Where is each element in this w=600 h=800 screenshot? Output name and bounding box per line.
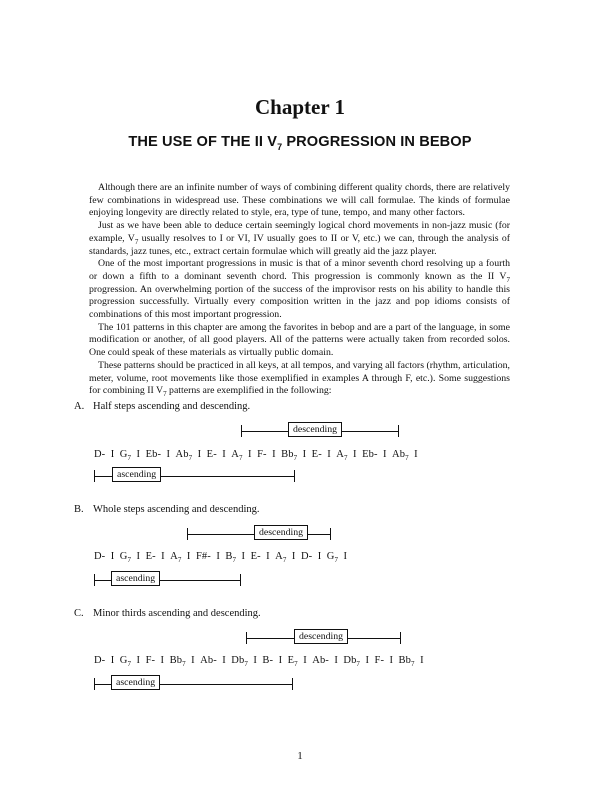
range-label: descending [288,422,342,437]
chord-text: I F- I Bb [360,655,412,666]
subtitle-main: THE USE OF THE II V [128,134,278,150]
chord-text: I F- I Bb [242,449,294,460]
example-b-heading [74,504,260,515]
chord-subscript: 7 [405,454,409,463]
subtitle-subscript: 7 [277,141,283,152]
chord-subscript: 7 [182,660,186,669]
chord-subscript: 7 [356,660,361,669]
chord-text: I Ab- I Db [185,655,245,666]
example-c-descending-bracket [246,632,401,644]
paragraph-5: These patterns should be practiced in all keys, at all tempos, and varying all factors (rhythm, articulation, meter, volume, root movements like those exemplified in examples A through F, etc.). Some suggestions for combining II $V_7$ patterns are exemplified in the following: [89,359,510,399]
chord-subscript: 7 [343,454,348,463]
paragraph-2: Just as we have been able to deduce certain seemingly logical chord movements in non-jazz music (for example, $V_7$ usually resolves to I or VI, IV usually goes to II or V, etc.) we can, through the analysis of standards, jazz tunes, etc., extract certain formulae which will greatly aid the jazz player. [89,220,510,257]
chord-text: I [408,449,418,460]
chord-text: I D- I G [286,551,335,562]
chord-text: D- I G [94,551,128,562]
chord-subscript: 7 [282,556,287,565]
range-label: ascending [111,571,160,586]
example-heading-text: Whole steps ascending and descending. [93,504,260,515]
example-b-chord-progression [94,551,347,564]
chord-text: I F- I Bb [131,655,183,666]
chord-text: I Ab- I Db [297,655,357,666]
paragraph-3: One of the most important progressions in music is that of a minor seventh chord resolving up a fourth or down a fifth to a dominant seventh chord. This progression is commonly known as the II $V_7$ progression. An overwhelming portion of the success of the improvisor rests on his ability to handle this progression successfully. Virtually every composition written in the jazz and pop idioms consists of combinations of this most important progression. [89,258,510,321]
chapter-subtitle [0,134,600,152]
paragraph-1: Although there are an infinite number of ways of combining different quality chords, there are relatively few combinations in widespread use. These combinations we will call formulae. The kinds of formulae enjoying longevity are directly related to style, era, type of tune, tempo, and many other factors. [89,182,510,219]
chord-subscript: 7 [127,660,132,669]
example-a-ascending-bracket [94,470,295,482]
chord-subscript: 7 [411,660,415,669]
example-b-ascending-bracket [94,574,241,586]
chord-subscript: 7 [293,454,298,463]
example-c-heading [74,608,261,619]
chord-subscript: 7 [294,660,298,669]
chord-text: I E- I A [297,449,344,460]
chord-text: I B- I E [247,655,295,666]
chord-subscript: 7 [244,660,248,669]
chord-text: I [414,655,424,666]
chord-text: I Eb- I Ab [347,449,406,460]
chord-text: I E- I A [236,551,283,562]
chapter-title: Chapter 1 [254,95,346,119]
example-a-chord-progression [94,449,418,462]
chord-subscript: 7 [232,556,237,565]
paragraph-4: The 101 patterns in this chapter are among the favorites in bebop and are a part of the language, in some modification or another, of all good players. All of the patterns were actually taken from recorded solos. One could speak of these materials as virtually public domain. [89,321,510,359]
range-label: descending [254,525,308,540]
example-letter: C. [74,608,84,619]
chord-text: I Eb- I Ab [131,449,189,460]
range-label: descending [294,629,348,644]
intro-text [89,182,510,398]
example-c-chord-progression [94,655,424,668]
example-heading-text: Minor thirds ascending and descending. [93,608,261,619]
chord-text: I E- I A [131,551,178,562]
range-label: ascending [111,675,160,690]
chord-text: I E- I A [192,449,239,460]
chord-subscript: 7 [177,556,182,565]
chord-subscript: 7 [127,454,132,463]
example-a-heading [74,401,250,412]
range-label: ascending [112,467,161,482]
example-letter: A. [74,401,85,412]
example-b-descending-bracket [187,528,331,540]
example-c-ascending-bracket [94,678,293,690]
chord-text: I [338,551,348,562]
example-a-descending-bracket [241,425,399,437]
chord-subscript: 7 [238,454,243,463]
chord-subscript: 7 [334,556,339,565]
chord-text: D- I G [94,655,128,666]
subtitle-end: PROGRESSION IN BEBOP [282,134,472,150]
page-number: 1 [297,750,303,762]
chord-subscript: 7 [188,454,193,463]
chord-text: I F#- I B [181,551,233,562]
chord-text: D- I G [94,449,128,460]
chord-subscript: 7 [127,556,132,565]
example-heading-text: Half steps ascending and descending. [93,401,251,412]
example-letter: B. [74,504,84,515]
